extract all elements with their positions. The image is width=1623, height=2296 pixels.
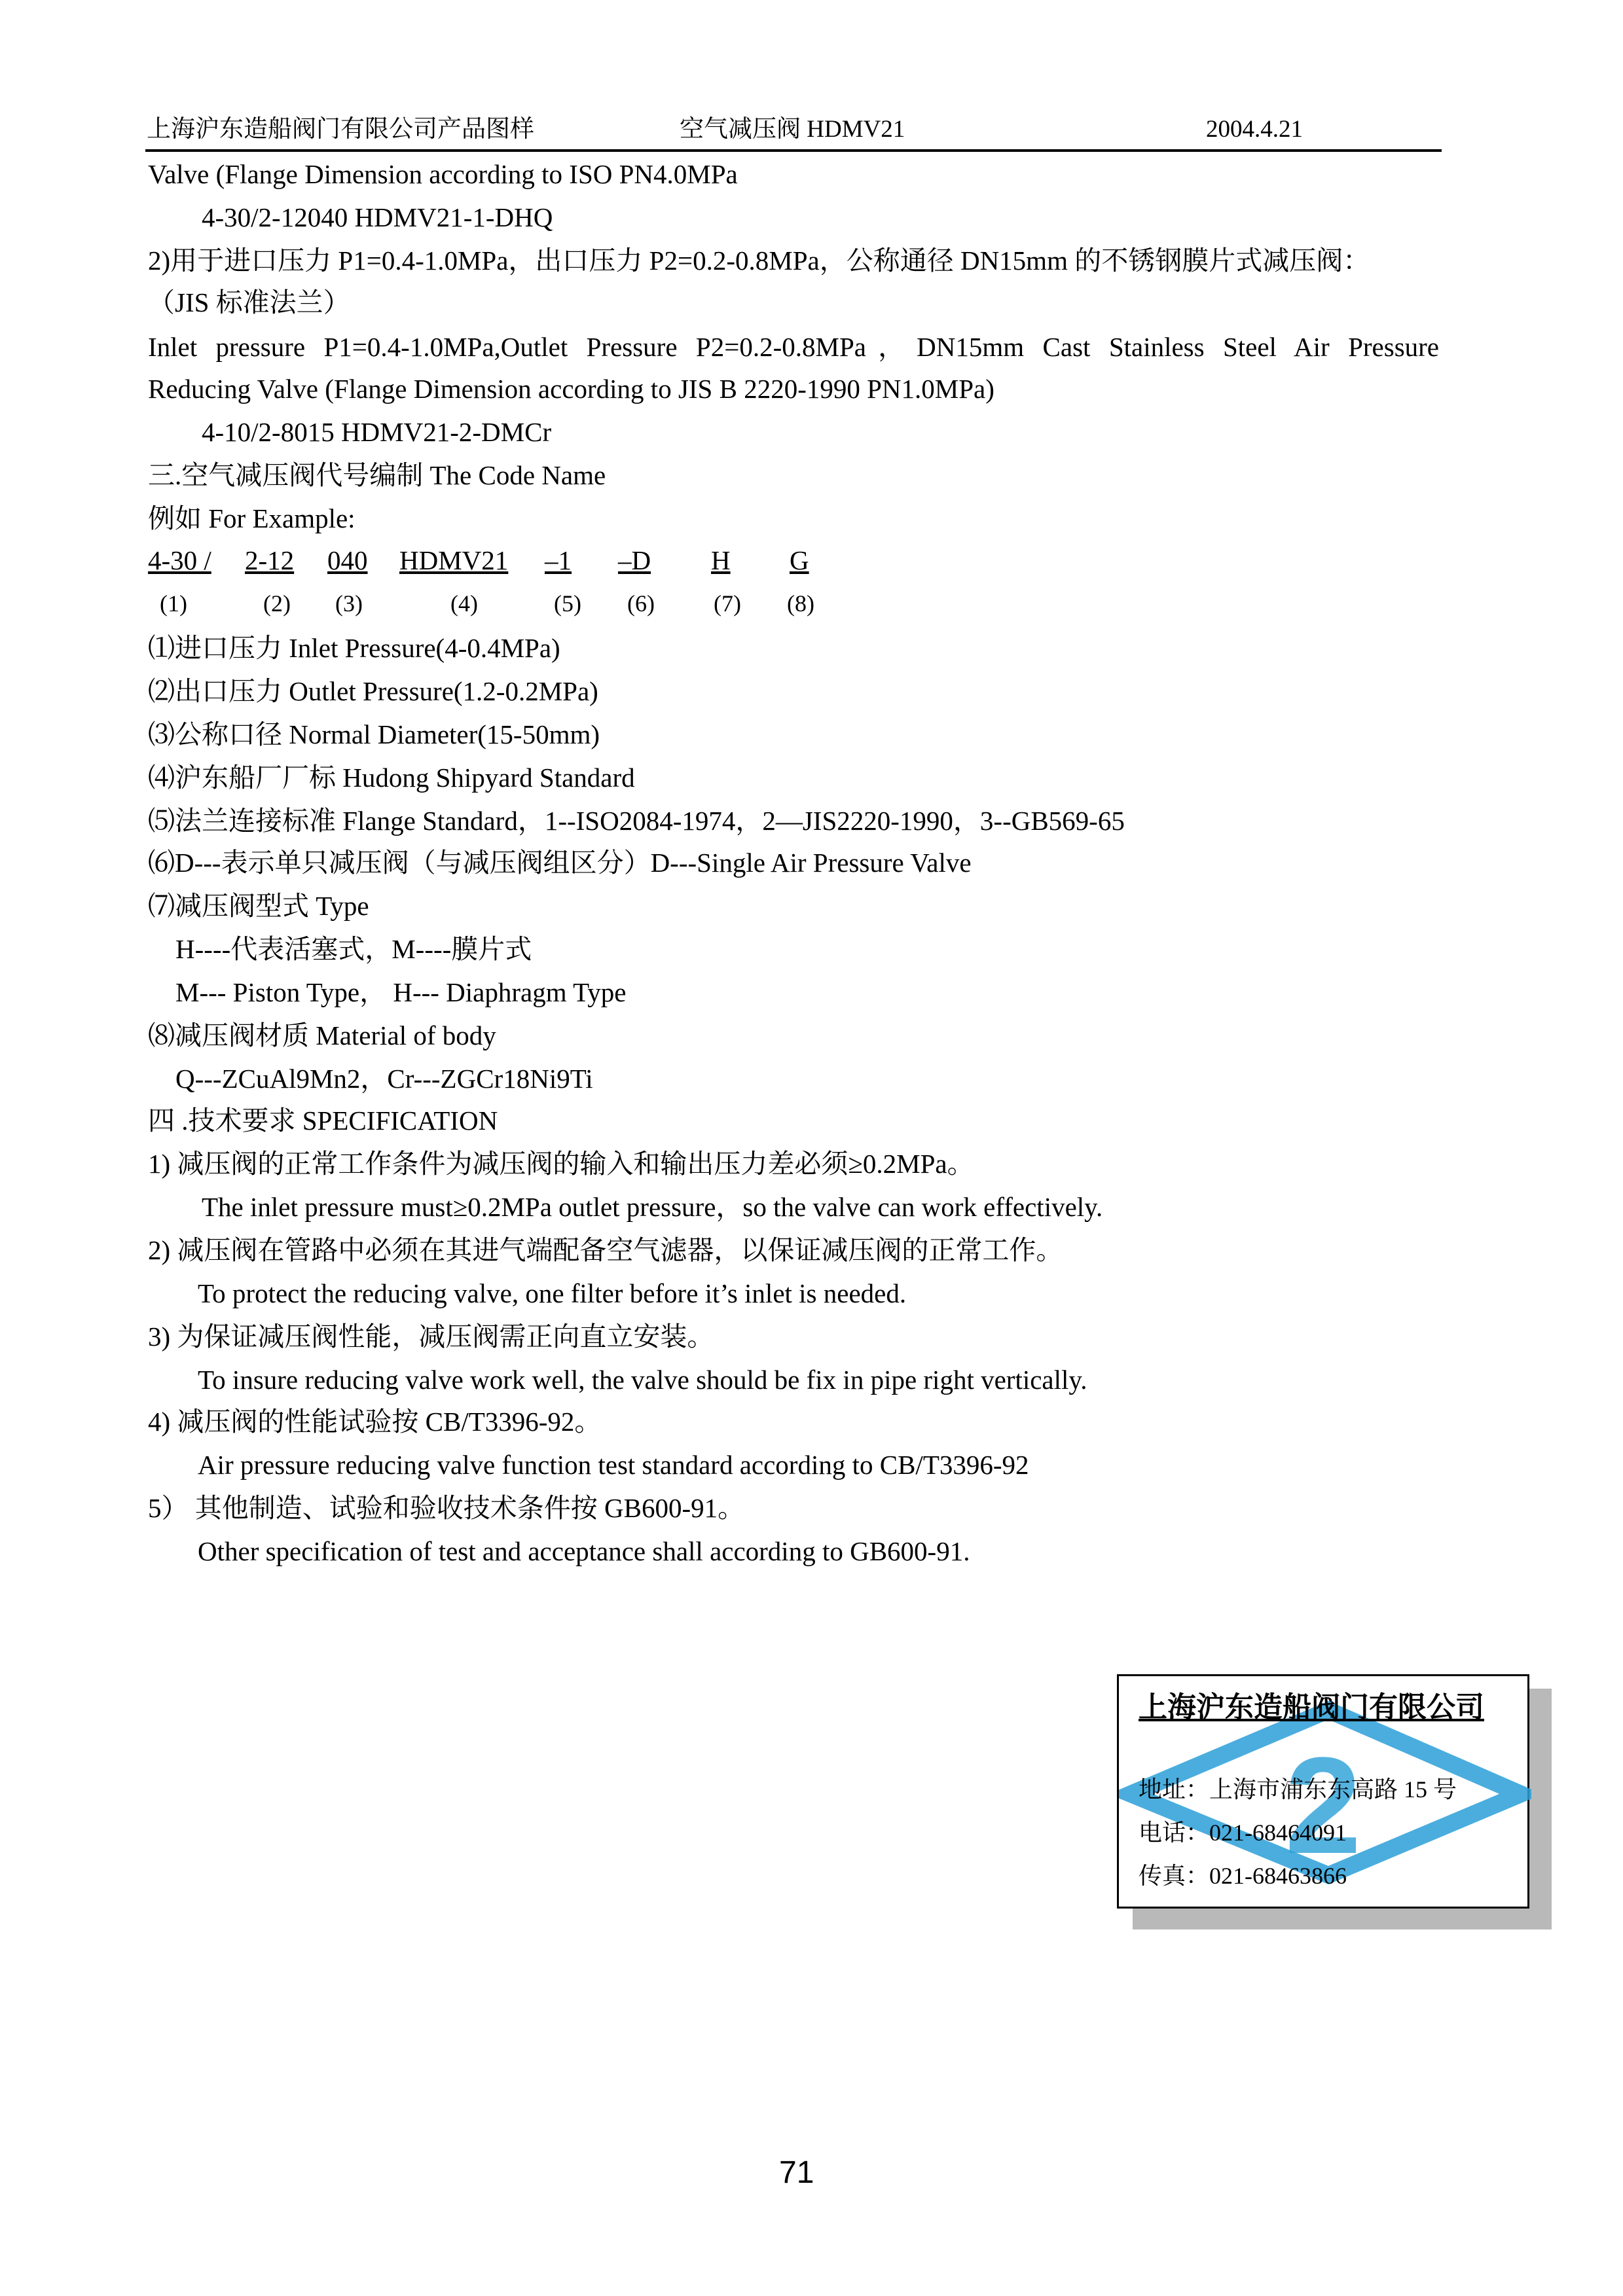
body-line-4: （JIS 标准法兰） <box>148 287 350 317</box>
spec-item-3-en: To insure reducing valve work well, the valve should be fix in pipe right vertically. <box>198 1365 1087 1395</box>
legend-item-7-en: M--- Piston Type， H--- Diaphragm Type <box>175 977 627 1007</box>
code-part-3: 040 <box>327 545 368 575</box>
stamp-address: 地址：上海市浦东东高路 15 号 <box>1139 1776 1457 1803</box>
stamp-fax: 传真：021-68463866 <box>1139 1863 1347 1889</box>
code-number-2: (2) <box>263 590 291 617</box>
header-date: 2004.4.21 <box>1206 116 1303 143</box>
spec-item-3: 3) 为保证减压阀性能，减压阀需正向直立安装。 <box>148 1321 714 1352</box>
legend-item-8-values: Q---ZCuAl9Mn2，Cr---ZGCr18Ni9Ti <box>175 1064 593 1094</box>
code-number-5: (5) <box>554 590 581 617</box>
legend-item-4: ⑷沪东船厂厂标 Hudong Shipyard Standard <box>148 762 635 793</box>
header-rule <box>145 149 1442 152</box>
page-number: 71 <box>779 2155 814 2190</box>
header-company: 上海沪东造船阀门有限公司产品图样 <box>147 116 534 143</box>
spec-item-5: 5） 其他制造、试验和验收技术条件按 GB600-91。 <box>148 1493 745 1523</box>
code-part-7: H <box>711 545 731 575</box>
legend-item-7-cn: H----代表活塞式，M----膜片式 <box>175 934 532 964</box>
legend-item-6: ⑹D---表示单只减压阀（与减压阀组区分）D---Single Air Pressure Valve <box>148 848 972 878</box>
code-number-1: (1) <box>160 590 187 617</box>
spec-item-1-en: The inlet pressure must≥0.2MPa outlet pressure，so the valve can work effectively. <box>202 1192 1103 1222</box>
code-part-6: –D <box>618 545 651 575</box>
body-line-6: Reducing Valve (Flange Dimension according to JIS B 2220-1990 PN1.0MPa) <box>148 374 994 404</box>
body-line-1: Valve (Flange Dimension according to ISO PN4.0MPa <box>148 159 738 189</box>
section-heading-code: 三.空气减压阀代号编制 The Code Name <box>148 460 606 490</box>
code-part-5: –1 <box>545 545 572 575</box>
code-number-6: (6) <box>627 590 655 617</box>
code-number-7: (7) <box>714 590 741 617</box>
body-line-2: 4-30/2-12040 HDMV21-1-DHQ <box>202 202 553 232</box>
code-part-8: G <box>790 545 809 575</box>
spec-item-5-en: Other specification of test and acceptance shall according to GB600-91. <box>198 1536 970 1566</box>
body-line-7: 4-10/2-8015 HDMV21-2-DMCr <box>202 417 552 447</box>
legend-item-5: ⑸法兰连接标准 Flange Standard，1--ISO2084-1974，2—JIS2220-1990，3--GB569-65 <box>148 806 1125 836</box>
code-number-3: (3) <box>335 590 363 617</box>
code-number-8: (8) <box>787 590 814 617</box>
spec-heading: 四 .技术要求 SPECIFICATION <box>148 1105 498 1136</box>
svg-text:2: 2 <box>1285 1729 1362 1882</box>
code-part-1: 4-30 / <box>148 545 211 575</box>
legend-item-1: ⑴进口压力 Inlet Pressure(4-0.4MPa) <box>148 633 560 663</box>
legend-item-7: ⑺减压阀型式 Type <box>148 891 369 921</box>
stamp-phone: 电话：021-68464091 <box>1139 1820 1347 1846</box>
code-number-4: (4) <box>450 590 478 617</box>
spec-item-2: 2) 减压阀在管路中必须在其进气端配备空气滤器，以保证减压阀的正常工作。 <box>148 1235 1063 1265</box>
example-label: 例如 For Example: <box>148 503 356 533</box>
company-stamp <box>1117 1674 1529 1909</box>
code-part-2: 2-12 <box>245 545 295 575</box>
code-part-4: HDMV21 <box>399 545 509 575</box>
legend-item-2: ⑵出口压力 Outlet Pressure(1.2-0.2MPa) <box>148 676 598 706</box>
body-line-3: 2)用于进口压力 P1=0.4-1.0MPa，出口压力 P2=0.2-0.8MPa，公称通径 DN15mm 的不锈钢膜片式减压阀： <box>148 245 1370 276</box>
spec-item-1: 1) 减压阀的正常工作条件为减压阀的输入和输出压力差必须≥0.2MPa。 <box>148 1149 974 1179</box>
spec-item-4: 4) 减压阀的性能试验按 CB/T3396-92。 <box>148 1407 602 1437</box>
legend-item-3: ⑶公称口径 Normal Diameter(15-50mm) <box>148 719 600 749</box>
body-line-5: Inlet pressure P1=0.4-1.0MPa,Outlet Pressure P2=0.2-0.8MPa，DN15mm Cast Stainless Steel Air Pressure <box>148 332 1439 362</box>
spec-item-2-en: To protect the reducing valve, one filter before it’s inlet is needed. <box>198 1278 907 1308</box>
spec-item-4-en: Air pressure reducing valve function test standard according to CB/T3396-92 <box>198 1450 1029 1480</box>
header-product: 空气减压阀 HDMV21 <box>680 116 905 143</box>
stamp-company-name: 上海沪东造船阀门有限公司 <box>1139 1691 1484 1723</box>
legend-item-8: ⑻减压阀材质 Material of body <box>148 1020 496 1050</box>
